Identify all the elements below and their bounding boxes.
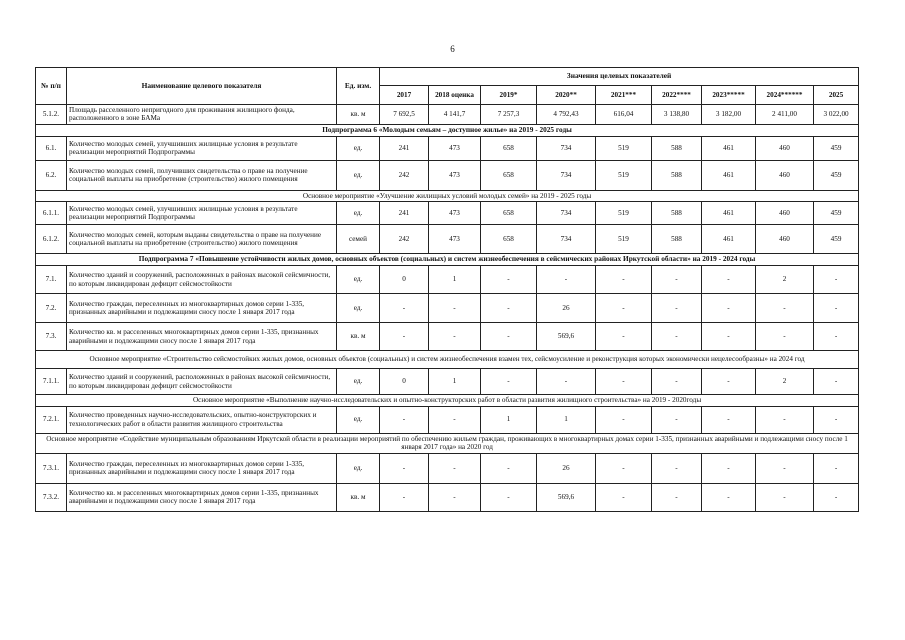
header-year: 2022****	[652, 86, 702, 105]
indicator-value: 473	[429, 136, 481, 160]
indicator-value: -	[652, 483, 702, 511]
indicator-value: -	[702, 453, 756, 483]
indicator-value: 734	[537, 160, 596, 190]
header-year: 2017	[380, 86, 429, 105]
activity-row	[36, 395, 859, 406]
indicator-value: 461	[702, 160, 756, 190]
indicator-value: -	[537, 369, 596, 395]
unit: ед.	[337, 266, 380, 294]
row-number: 7.2.1.	[36, 406, 67, 433]
table-row	[36, 160, 859, 190]
table-row	[36, 105, 859, 125]
indicator-value: 459	[814, 160, 859, 190]
indicator-value: 1	[429, 369, 481, 395]
indicator-value: 461	[702, 225, 756, 254]
header-name: Наименование целевого показателя	[67, 68, 337, 105]
indicator-value: -	[380, 323, 429, 351]
indicator-value: -	[596, 266, 652, 294]
indicator-name: Количество проведенных научно-исследовательских, опытно-конструкторских и технологических работ в области развития жилищного строительства	[67, 406, 337, 433]
indicator-value: -	[702, 266, 756, 294]
indicator-value: 460	[756, 136, 814, 160]
indicator-name: Количество кв. м расселенных многоквартирных домов серии 1-335, признанных аварийными и подлежащими сносу после 1 января 2017 года	[67, 323, 337, 351]
indicator-value: 459	[814, 202, 859, 225]
indicator-value: -	[481, 266, 537, 294]
indicator-value: 461	[702, 202, 756, 225]
table-row	[36, 323, 859, 351]
row-number: 7.1.1.	[36, 369, 67, 395]
unit: кв. м	[337, 323, 380, 351]
row-number: 6.1.1.	[36, 202, 67, 225]
indicator-value: -	[652, 266, 702, 294]
indicator-value: 1	[537, 406, 596, 433]
indicator-value: -	[756, 323, 814, 351]
indicator-value: -	[652, 453, 702, 483]
indicator-name: Количество молодых семей, которым выданы свидетельства о праве на получение социальной выплаты на приобретение (строительство) жилого помещения	[67, 225, 337, 254]
table-row	[36, 266, 859, 294]
unit: ед.	[337, 406, 380, 433]
indicator-value: 7 692,5	[380, 105, 429, 125]
indicator-value: 4 141,7	[429, 105, 481, 125]
header-year: 2019*	[481, 86, 537, 105]
indicator-value: 2	[756, 266, 814, 294]
table-row	[36, 369, 859, 395]
indicator-value: -	[702, 323, 756, 351]
row-number: 5.1.2.	[36, 105, 67, 125]
indicator-value: -	[596, 323, 652, 351]
indicator-value: 734	[537, 225, 596, 254]
header-year: 2018 оценка	[429, 86, 481, 105]
indicator-value: -	[814, 483, 859, 511]
row-number: 6.2.	[36, 160, 67, 190]
header-unit: Ед. изм.	[337, 68, 380, 105]
indicator-value: -	[702, 483, 756, 511]
indicator-value: 3 138,80	[652, 105, 702, 125]
indicator-name: Количество кв. м расселенных многоквартирных домов серии 1-335, признанных аварийными и подлежащими сносу после 1 января 2017 года	[67, 483, 337, 511]
unit: семей	[337, 225, 380, 254]
row-number: 7.3.1.	[36, 453, 67, 483]
indicator-value: 569,6	[537, 483, 596, 511]
indicator-value: 0	[380, 266, 429, 294]
row-number: 7.3.	[36, 323, 67, 351]
indicator-value: -	[756, 453, 814, 483]
indicator-value: 658	[481, 225, 537, 254]
unit: ед.	[337, 294, 380, 323]
indicator-value: 569,6	[537, 323, 596, 351]
indicator-value: -	[429, 453, 481, 483]
unit: кв. м	[337, 105, 380, 125]
row-number: 7.3.2.	[36, 483, 67, 511]
indicator-value: -	[481, 323, 537, 351]
indicator-value: -	[429, 294, 481, 323]
indicator-value: -	[596, 294, 652, 323]
indicator-name: Количество зданий и сооружений, расположенных в районах высокой сейсмичности, по которым ликвидирован дефицит сейсмостойкости	[67, 266, 337, 294]
indicator-value: 588	[652, 136, 702, 160]
subprogram-row	[36, 124, 859, 136]
indicator-value: 3 182,00	[702, 105, 756, 125]
indicator-name: Количество молодых семей, улучшивших жилищные условия в результате реализации мероприятий Подпрограммы	[67, 136, 337, 160]
indicator-value: 658	[481, 136, 537, 160]
indicator-value: 1	[429, 266, 481, 294]
unit: ед.	[337, 160, 380, 190]
indicator-value: -	[702, 294, 756, 323]
indicator-name: Количество граждан, переселенных из многоквартирных домов серии 1-335, признанных аварийными и подлежащими сносу после 1 января 2017 года	[67, 294, 337, 323]
indicator-name: Количество зданий и сооружений, расположенных в районах высокой сейсмичности, по которым ликвидирован дефицит сейсмостойкости	[67, 369, 337, 395]
indicator-value: -	[652, 369, 702, 395]
indicator-value: -	[481, 453, 537, 483]
header-year: 2021***	[596, 86, 652, 105]
header-year: 2023*****	[702, 86, 756, 105]
unit: ед.	[337, 453, 380, 483]
indicator-value: 242	[380, 225, 429, 254]
indicator-value: -	[702, 406, 756, 433]
unit: кв. м	[337, 483, 380, 511]
indicator-value: -	[596, 406, 652, 433]
indicator-value: -	[596, 369, 652, 395]
indicator-value: 734	[537, 136, 596, 160]
row-number: 7.2.	[36, 294, 67, 323]
table-row	[36, 225, 859, 254]
row-number: 6.1.2.	[36, 225, 67, 254]
page-number: 6	[450, 44, 455, 54]
subprogram-title: Подпрограмма 6 «Молодым семьям – доступное жилье» на 2019 - 2025 годы	[36, 124, 859, 136]
indicator-value: -	[380, 453, 429, 483]
indicator-value: 26	[537, 294, 596, 323]
indicator-value: 473	[429, 202, 481, 225]
indicators-table	[35, 67, 859, 512]
header-year: 2024******	[756, 86, 814, 105]
header-values-title: Значения целевых показателей	[380, 68, 859, 86]
indicator-value: -	[429, 323, 481, 351]
indicator-value: -	[814, 323, 859, 351]
table-row	[36, 294, 859, 323]
indicator-value: -	[380, 294, 429, 323]
subprogram-row	[36, 254, 859, 266]
indicator-value: -	[652, 406, 702, 433]
activity-title: Основное мероприятие «Строительство сейсмостойких жилых домов, основных объектов (социальных) и систем жизнеобеспечения взамен тех, сейсмоусиление и реконструкция которых экономически нецелесообразны» на 2024 год	[36, 351, 859, 369]
row-number: 7.1.	[36, 266, 67, 294]
indicator-value: 588	[652, 160, 702, 190]
indicator-value: 616,04	[596, 105, 652, 125]
indicator-value: 460	[756, 202, 814, 225]
table-body	[36, 105, 859, 512]
activity-title: Основное мероприятие «Содействие муниципальным образованиям Иркутской области в реализации мероприятий по обеспечению жильем граждан, проживающих в многоквартирных домах серии 1-335, признанных аварийными и подлежащими сносу после 1 января 2017 года» на 2020 год	[36, 433, 859, 453]
activity-row	[36, 190, 859, 201]
indicator-value: -	[814, 406, 859, 433]
indicator-value: 4 792,43	[537, 105, 596, 125]
indicator-value: 241	[380, 136, 429, 160]
indicator-value: -	[596, 483, 652, 511]
indicator-name: Площадь расселенного непригодного для проживания жилищного фонда, расположенного в зоне БАМа	[67, 105, 337, 125]
indicator-name: Количество граждан, переселенных из многоквартирных домов серии 1-335, признанных аварийными и подлежащими сносу после 1 января 2017 года	[67, 453, 337, 483]
indicator-value: -	[481, 483, 537, 511]
indicator-value: 460	[756, 160, 814, 190]
indicator-value: -	[537, 266, 596, 294]
indicator-value: 519	[596, 136, 652, 160]
indicator-value: 2	[756, 369, 814, 395]
unit: ед.	[337, 369, 380, 395]
indicator-value: -	[596, 453, 652, 483]
indicator-value: -	[380, 483, 429, 511]
indicator-value: 2 411,00	[756, 105, 814, 125]
activity-row	[36, 433, 859, 453]
header-year: 2025	[814, 86, 859, 105]
indicator-value: 519	[596, 225, 652, 254]
indicator-value: -	[756, 406, 814, 433]
indicator-value: 461	[702, 136, 756, 160]
indicator-value: -	[756, 483, 814, 511]
unit: ед.	[337, 202, 380, 225]
indicator-value: -	[702, 369, 756, 395]
indicator-value: 1	[481, 406, 537, 433]
indicator-value: 242	[380, 160, 429, 190]
indicator-value: -	[814, 294, 859, 323]
unit: ед.	[337, 136, 380, 160]
indicator-value: 473	[429, 225, 481, 254]
indicator-value: 26	[537, 453, 596, 483]
indicator-value: 460	[756, 225, 814, 254]
indicator-value: 7 257,3	[481, 105, 537, 125]
indicator-value: 734	[537, 202, 596, 225]
indicator-value: -	[814, 453, 859, 483]
indicator-value: 519	[596, 202, 652, 225]
indicator-value: -	[652, 294, 702, 323]
indicator-value: -	[429, 406, 481, 433]
indicator-value: -	[814, 266, 859, 294]
indicator-value: -	[756, 294, 814, 323]
header-no: № п/п	[36, 68, 67, 105]
indicator-value: -	[481, 294, 537, 323]
table-row	[36, 483, 859, 511]
indicator-value: -	[380, 406, 429, 433]
header-year: 2020**	[537, 86, 596, 105]
indicator-value: -	[481, 369, 537, 395]
indicator-value: -	[652, 323, 702, 351]
indicator-name: Количество молодых семей, улучшивших жилищные условия в результате реализации мероприятий Подпрограммы	[67, 202, 337, 225]
table-row	[36, 136, 859, 160]
indicator-value: 459	[814, 225, 859, 254]
indicator-value: -	[814, 369, 859, 395]
indicator-value: 519	[596, 160, 652, 190]
activity-row	[36, 351, 859, 369]
indicator-value: -	[429, 483, 481, 511]
indicator-name: Количество молодых семей, получивших свидетельства о праве на получение социальной выплаты на приобретение (строительство) жилого помещения	[67, 160, 337, 190]
table-row	[36, 453, 859, 483]
indicator-value: 658	[481, 160, 537, 190]
indicator-value: 588	[652, 225, 702, 254]
indicator-value: 658	[481, 202, 537, 225]
activity-title: Основное мероприятие «Улучшение жилищных условий молодых семей» на 2019 - 2025 годы	[36, 190, 859, 201]
indicator-value: 588	[652, 202, 702, 225]
indicator-value: 473	[429, 160, 481, 190]
indicator-value: 459	[814, 136, 859, 160]
indicator-value: 241	[380, 202, 429, 225]
indicator-value: 3 022,00	[814, 105, 859, 125]
table-row	[36, 406, 859, 433]
table-row	[36, 202, 859, 225]
row-number: 6.1.	[36, 136, 67, 160]
subprogram-title: Подпрограмма 7 «Повышение устойчивости жилых домов, основных объектов (социальных) и систем жизнеобеспечения в сейсмических районах Иркутской области» на 2019 - 2024 годы	[36, 254, 859, 266]
indicator-value: 0	[380, 369, 429, 395]
activity-title: Основное мероприятие «Выполнение научно-исследовательских и опытно-конструкторских работ в области развития жилищного строительства» на 2019 - 2020годы	[36, 395, 859, 406]
